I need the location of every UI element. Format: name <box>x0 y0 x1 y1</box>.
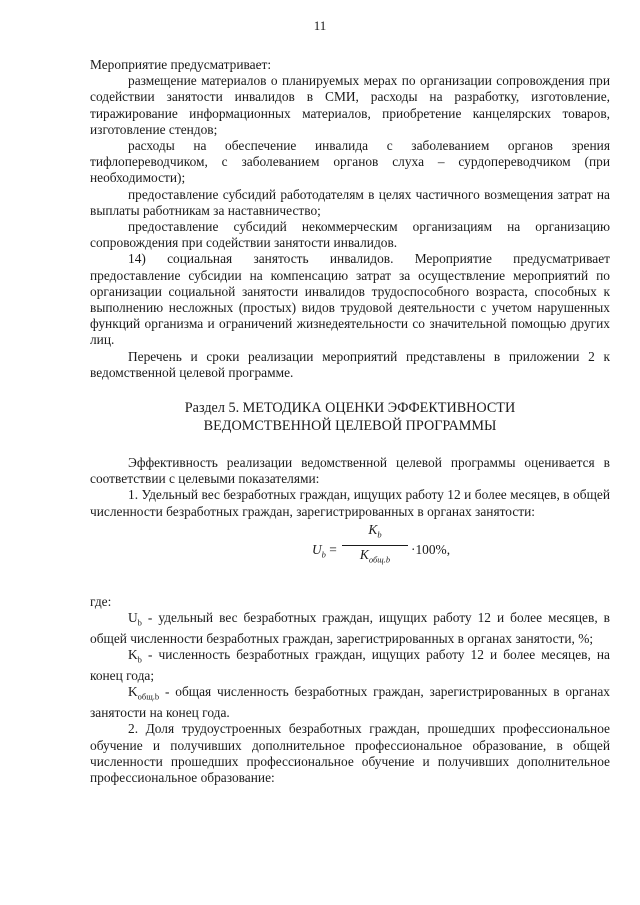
section-title-line-2: ВЕДОМСТВЕННОЙ ЦЕЛЕВОЙ ПРОГРАММЫ <box>203 418 497 435</box>
page-number: 11 <box>313 18 327 33</box>
definition-symbol: K <box>128 647 138 663</box>
where-label: где: <box>90 593 112 609</box>
paragraph: 1. Удельный вес безработных граждан, ищущих работу 12 и более месяцев, в общей численности безработных граждан, зарегистрированных в органах занятости: <box>90 487 610 519</box>
definition-text: - удельный вес безработных граждан, ищущих работу 12 и более месяцев, в общей численности безработных граждан, зарегистрированных в органах занятости, %; <box>90 610 610 646</box>
paragraph: предоставление субсидий работодателям в целях частичного возмещения затрат на выплаты работникам за наставничество; <box>90 186 610 218</box>
definition-symbol-subscript: b <box>137 617 142 628</box>
document-body <box>90 57 610 786</box>
definition-text: - общая численность безработных граждан, зарегистрированных в органах занятости на конец года. <box>90 684 610 721</box>
paragraph: предоставление субсидий некоммерческим организациям на организацию сопровождения при содействии занятости инвалидов. <box>90 219 610 251</box>
definition-symbol-subscript: общ.b <box>137 691 160 702</box>
paragraph: размещение материалов о планируемых мерах по организации сопровождения при содействии занятости инвалидов в СМИ, расходы на разработку, изготовление, тиражирование информационных материалов, приобретение канцелярских товаров, изготовление стендов; <box>90 73 610 137</box>
paragraph: Мероприятие предусматривает: <box>90 57 272 72</box>
definition-item <box>90 684 610 721</box>
definition-symbol-subscript: b <box>137 654 142 665</box>
definition-text: - численность безработных граждан, ищущих работу 12 и более месяцев, на конец года; <box>90 647 610 684</box>
formula-numerator: $K_b$ <box>342 522 408 546</box>
formula-lhs: $U_b$ = <box>312 541 337 560</box>
definition-symbol: K <box>128 684 138 700</box>
paragraph: Перечень и сроки реализации мероприятий представлены в приложении 2 к ведомственной целевой программе. <box>90 348 610 380</box>
formula-share-long-term-unemployed <box>90 522 610 580</box>
definitions-list <box>90 610 610 721</box>
formula-denominator: $K_{общ.b}$ <box>359 546 391 565</box>
formula-fraction <box>342 522 408 568</box>
formula-tail: ·100%, <box>411 541 451 557</box>
paragraph-indicator-2: 2. Доля трудоустроенных безработных граждан, прошедших профессиональное обучение и получивших дополнительное профессиональное образование, в общей численности прошедших профессиональное обучение и получивших дополнительное профессиональное образование: <box>90 721 610 785</box>
paragraph: расходы на обеспечение инвалида с заболеванием органов зрения тифлопереводчиком, с заболеванием органов слуха – сурдопереводчиком (при необходимости); <box>90 138 610 186</box>
method-paragraphs <box>90 455 610 520</box>
paragraph: 14) социальная занятость инвалидов. Мероприятие предусматривает предоставление субсидии на компенсацию затрат за осуществление мероприятий по организации социальной занятости инвалидов трудоспособного возраста, способных к выполнению несложных (простых) видов трудовой деятельности с учетом нарушенных функций организма и ограничений жизнедеятельности со значительной помощью других лиц. <box>90 251 610 348</box>
top-paragraphs <box>90 57 610 381</box>
definition-symbol: U <box>128 610 138 626</box>
definition-item <box>90 610 610 647</box>
definition-item <box>90 647 610 684</box>
section-title-line-1: Раздел 5. МЕТОДИКА ОЦЕНКИ ЭФФЕКТИВНОСТИ <box>184 400 516 417</box>
paragraph: Эффективность реализации ведомственной целевой программы оценивается в соответствии с целевыми показателями: <box>90 455 610 487</box>
section-title <box>90 399 610 435</box>
